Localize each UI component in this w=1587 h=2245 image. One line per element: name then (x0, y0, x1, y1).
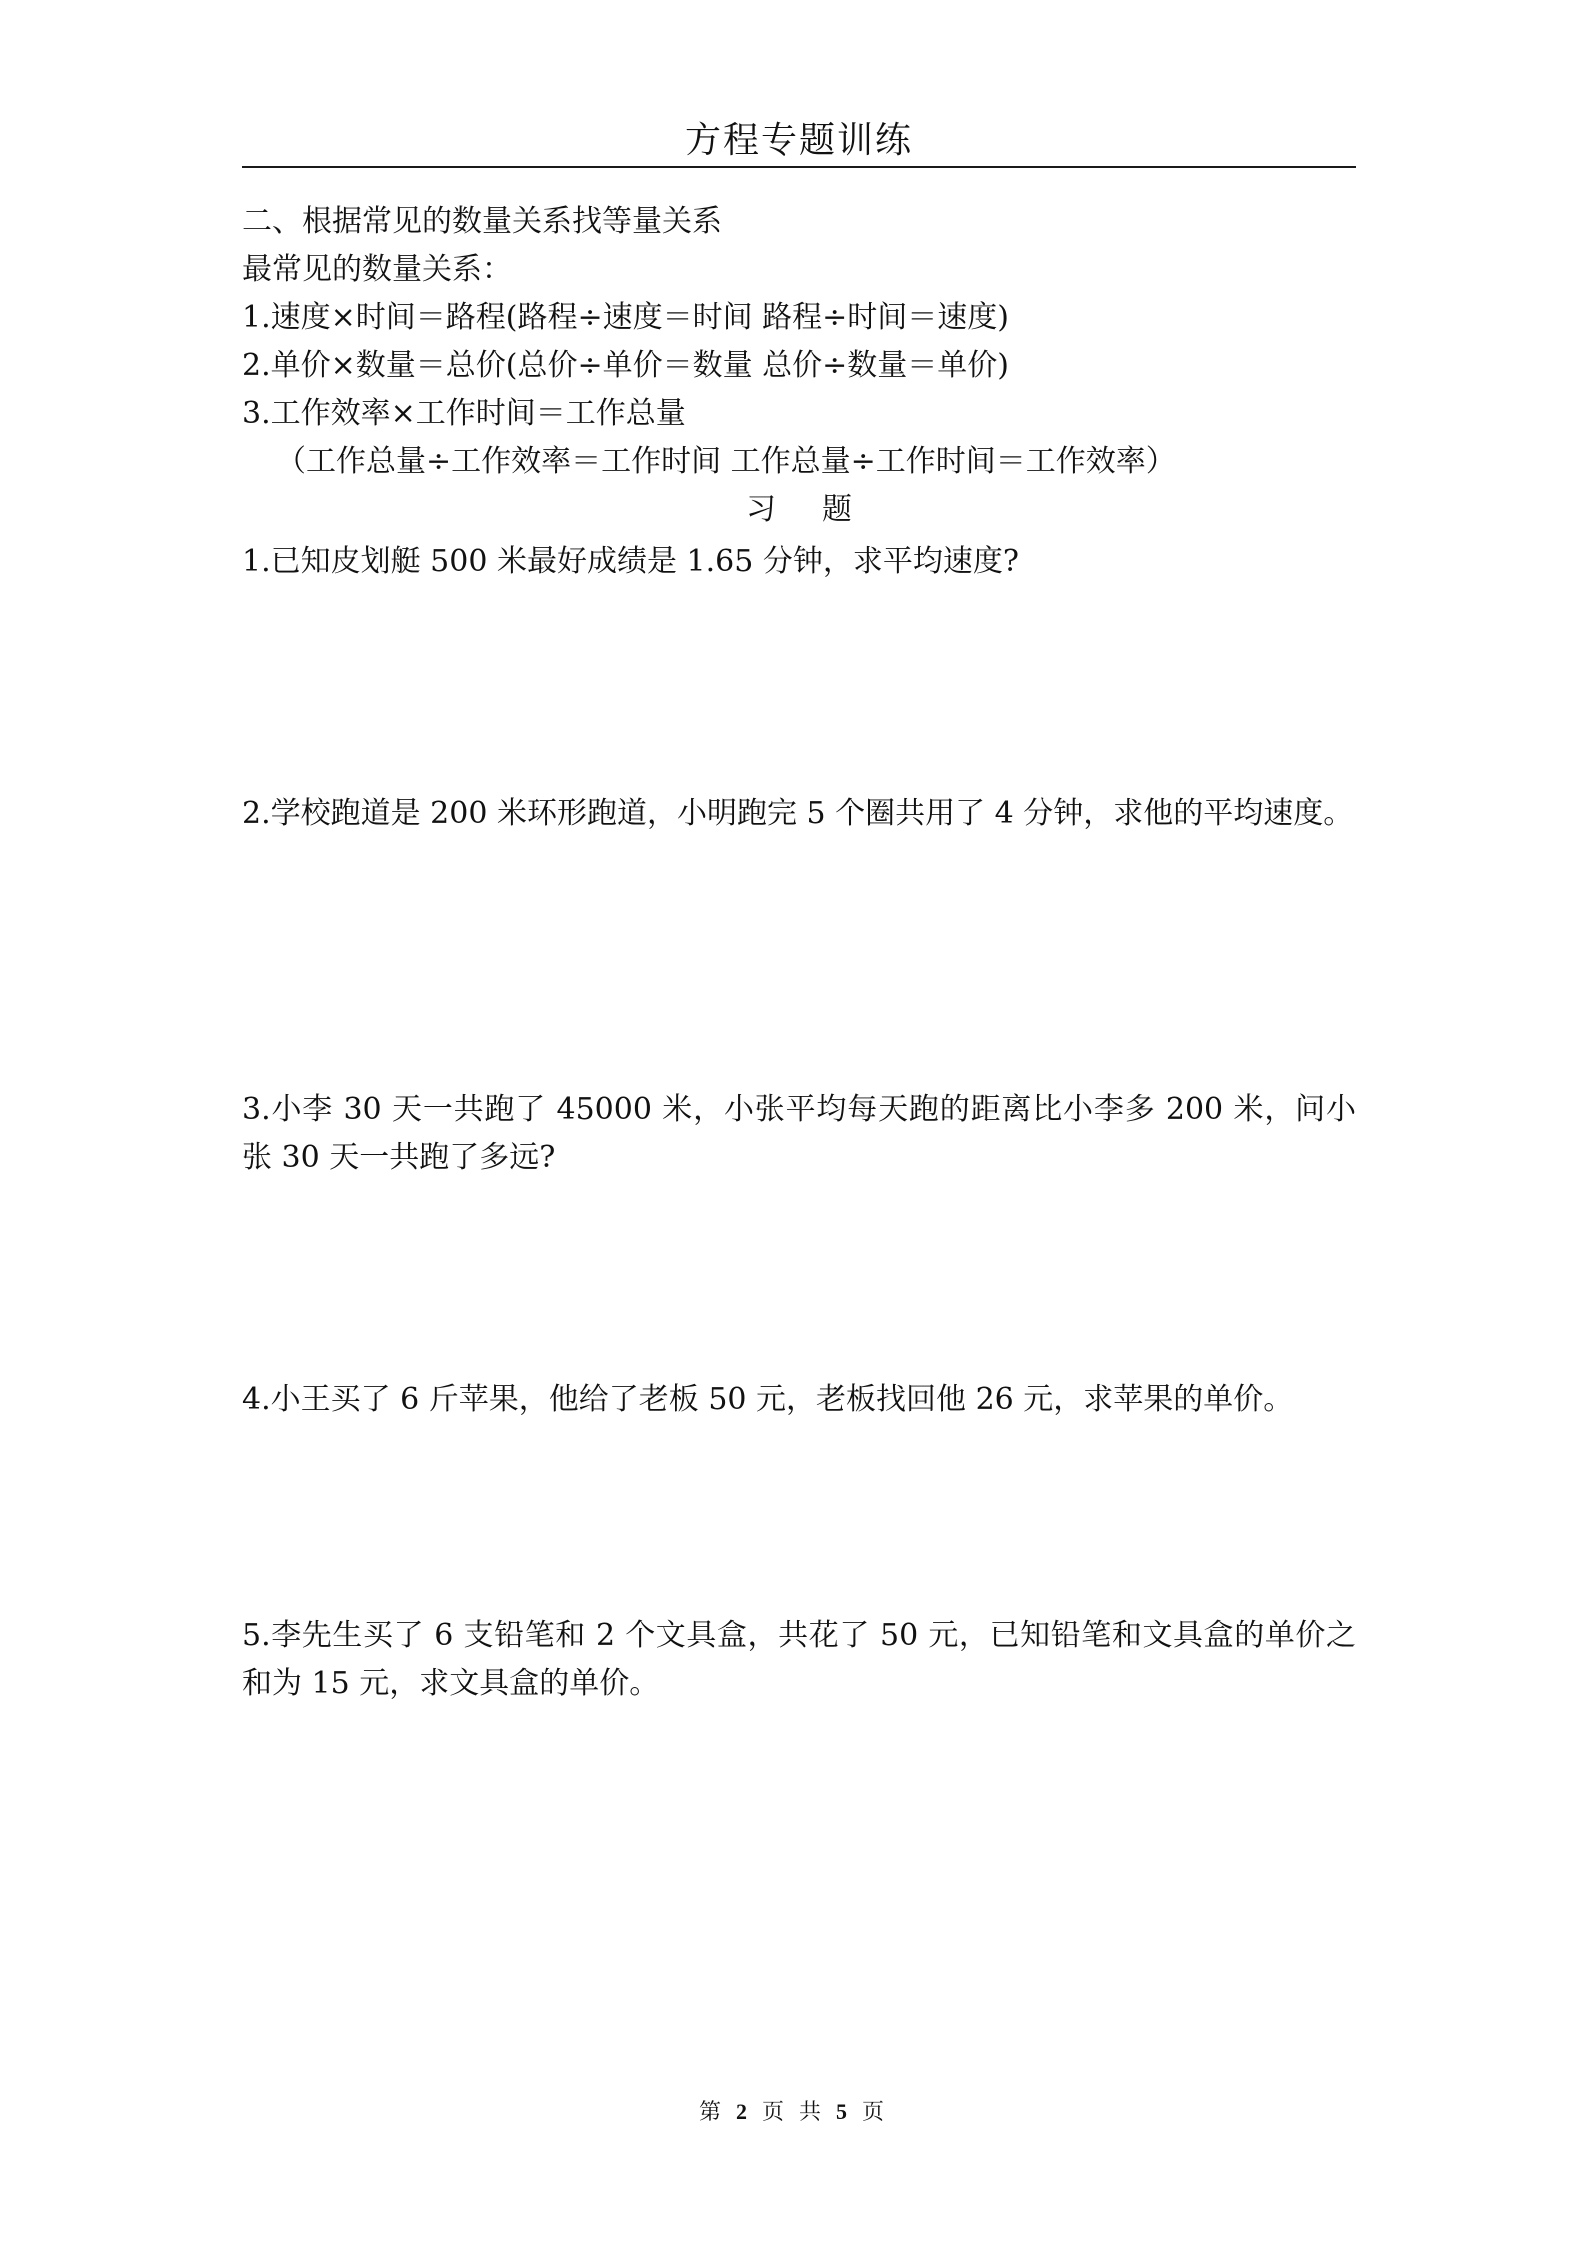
page-title: 方程专题训练 (684, 120, 913, 161)
relation-item: 1.速度×时间＝路程(路程÷速度＝时间 路程÷时间＝速度) (242, 300, 1009, 335)
footer-total-pages: 5 (836, 2099, 851, 2124)
page-footer (0, 2095, 1587, 2126)
footer-prefix: 第 (698, 2100, 725, 2125)
footer-suffix: 页 (862, 2100, 889, 2125)
exercise-item: 1.已知皮划艇 500 米最好成绩是 1.65 分钟，求平均速度? (242, 544, 1019, 579)
footer-middle: 页 共 (762, 2100, 825, 2125)
footer-page-number: 2 (736, 2099, 751, 2124)
exercises-title: 习题 (746, 492, 898, 527)
relation-note: （工作总量÷工作效率＝工作时间 工作总量÷工作时间＝工作效率） (276, 444, 1176, 479)
exercise-item: 2.学校跑道是 200 米环形跑道，小明跑完 5 个圈共用了 4 分钟，求他的平均速度。 (242, 796, 1354, 831)
relation-item: 2.单价×数量＝总价(总价÷单价＝数量 总价÷数量＝单价) (242, 348, 1009, 383)
exercise-item: 5.李先生买了 6 支铅笔和 2 个文具盒，共花了 50 元，已知铅笔和文具盒的单价之和为 15 元，求文具盒的单价。 (242, 1618, 1356, 1701)
page-header (242, 104, 1356, 168)
section-heading: 二、根据常见的数量关系找等量关系 (242, 204, 722, 239)
section-subheading: 最常见的数量关系： (242, 252, 512, 287)
relation-item: 3.工作效率×工作时间＝工作总量 (242, 396, 686, 431)
exercise-item: 3.小李 30 天一共跑了 45000 米，小张平均每天跑的距离比小李多 200 米，问小张 30 天一共跑了多远? (242, 1092, 1356, 1175)
exercise-item: 4.小王买了 6 斤苹果，他给了老板 50 元，老板找回他 26 元，求苹果的单价。 (242, 1382, 1294, 1417)
